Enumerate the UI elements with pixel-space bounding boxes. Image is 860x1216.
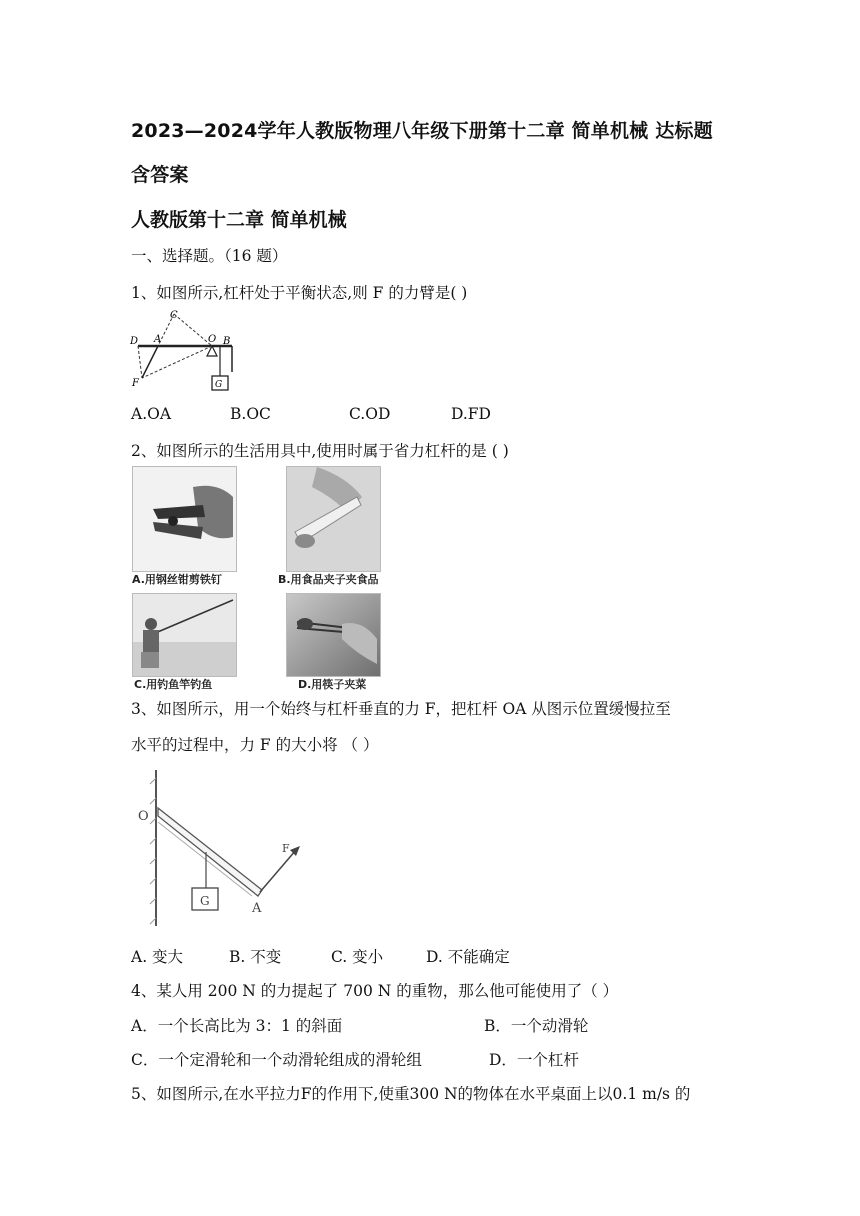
- label-O: O: [138, 809, 149, 824]
- caption-c: C.用钓鱼竿钓鱼: [134, 678, 213, 691]
- q1-option-b: B.OC: [230, 405, 271, 423]
- q4-option-b: B．一个动滑轮: [484, 1017, 589, 1035]
- document-title-line2: 含答案: [131, 164, 189, 186]
- question-3-stem-line1: 3、如图所示，用一个始终与杠杆垂直的力 F，把杠杆 OA 从图示位置缓慢拉至: [131, 700, 671, 718]
- q4-option-a: A．一个长高比为 3：1 的斜面: [131, 1017, 343, 1035]
- q3-option-c: C. 变小: [331, 948, 384, 966]
- label-O: O: [208, 334, 217, 345]
- label-F: F: [132, 378, 139, 389]
- label-A: A: [252, 901, 262, 916]
- question-3-stem-line2: 水平的过程中，力 F 的大小将 （ ）: [131, 736, 379, 754]
- caption-a: A.用钢丝钳剪铁钉: [132, 573, 222, 586]
- q1-option-c: C.OD: [349, 405, 391, 423]
- label-B: B: [223, 336, 231, 347]
- photo-chopsticks: [286, 593, 381, 677]
- photo-pliers: [132, 466, 237, 572]
- question-1-stem: 1、如图所示,杠杆处于平衡状态,则 F 的力臂是( ): [131, 284, 468, 302]
- question-2-stem: 2、如图所示的生活用具中,使用时属于省力杠杆的是 ( ): [131, 442, 509, 460]
- caption-b: B.用食品夹子夹食品: [278, 573, 379, 586]
- q1-option-d: D.FD: [451, 405, 491, 423]
- label-A: A: [154, 334, 162, 345]
- label-G: G: [215, 380, 223, 390]
- lever-figure-1: [128, 306, 240, 398]
- caption-d: D.用筷子夹菜: [298, 678, 367, 691]
- chapter-subtitle: 人教版第十二章 简单机械: [131, 209, 347, 231]
- q4-option-c: C．一个定滑轮和一个动滑轮组成的滑轮组: [131, 1051, 422, 1069]
- section-heading: 一、选择题。（16 题）: [131, 247, 288, 265]
- question-5-stem: 5、如图所示,在水平拉力F的作用下,使重300 N的物体在水平桌面上以0.1 m/s 的: [131, 1085, 691, 1103]
- q1-option-a: A.OA: [131, 405, 172, 423]
- label-F: F: [282, 842, 290, 855]
- photo-fishing-rod: [132, 593, 237, 677]
- lever-figure-3: [130, 768, 310, 928]
- document-title-line1: 2023—2024学年人教版物理八年级下册第十二章 简单机械 达标题: [131, 120, 713, 142]
- q3-option-d: D. 不能确定: [426, 948, 510, 966]
- q4-option-d: D．一个杠杆: [489, 1051, 579, 1069]
- q3-option-b: B. 不变: [229, 948, 282, 966]
- question-4-stem: 4、某人用 200 N 的力提起了 700 N 的重物，那么他可能使用了（ ）: [131, 982, 619, 1000]
- q3-option-a: A. 变大: [131, 948, 184, 966]
- photo-food-tongs: [286, 466, 381, 572]
- label-D: D: [130, 336, 139, 347]
- label-G: G: [200, 894, 210, 908]
- label-C: C: [170, 310, 178, 321]
